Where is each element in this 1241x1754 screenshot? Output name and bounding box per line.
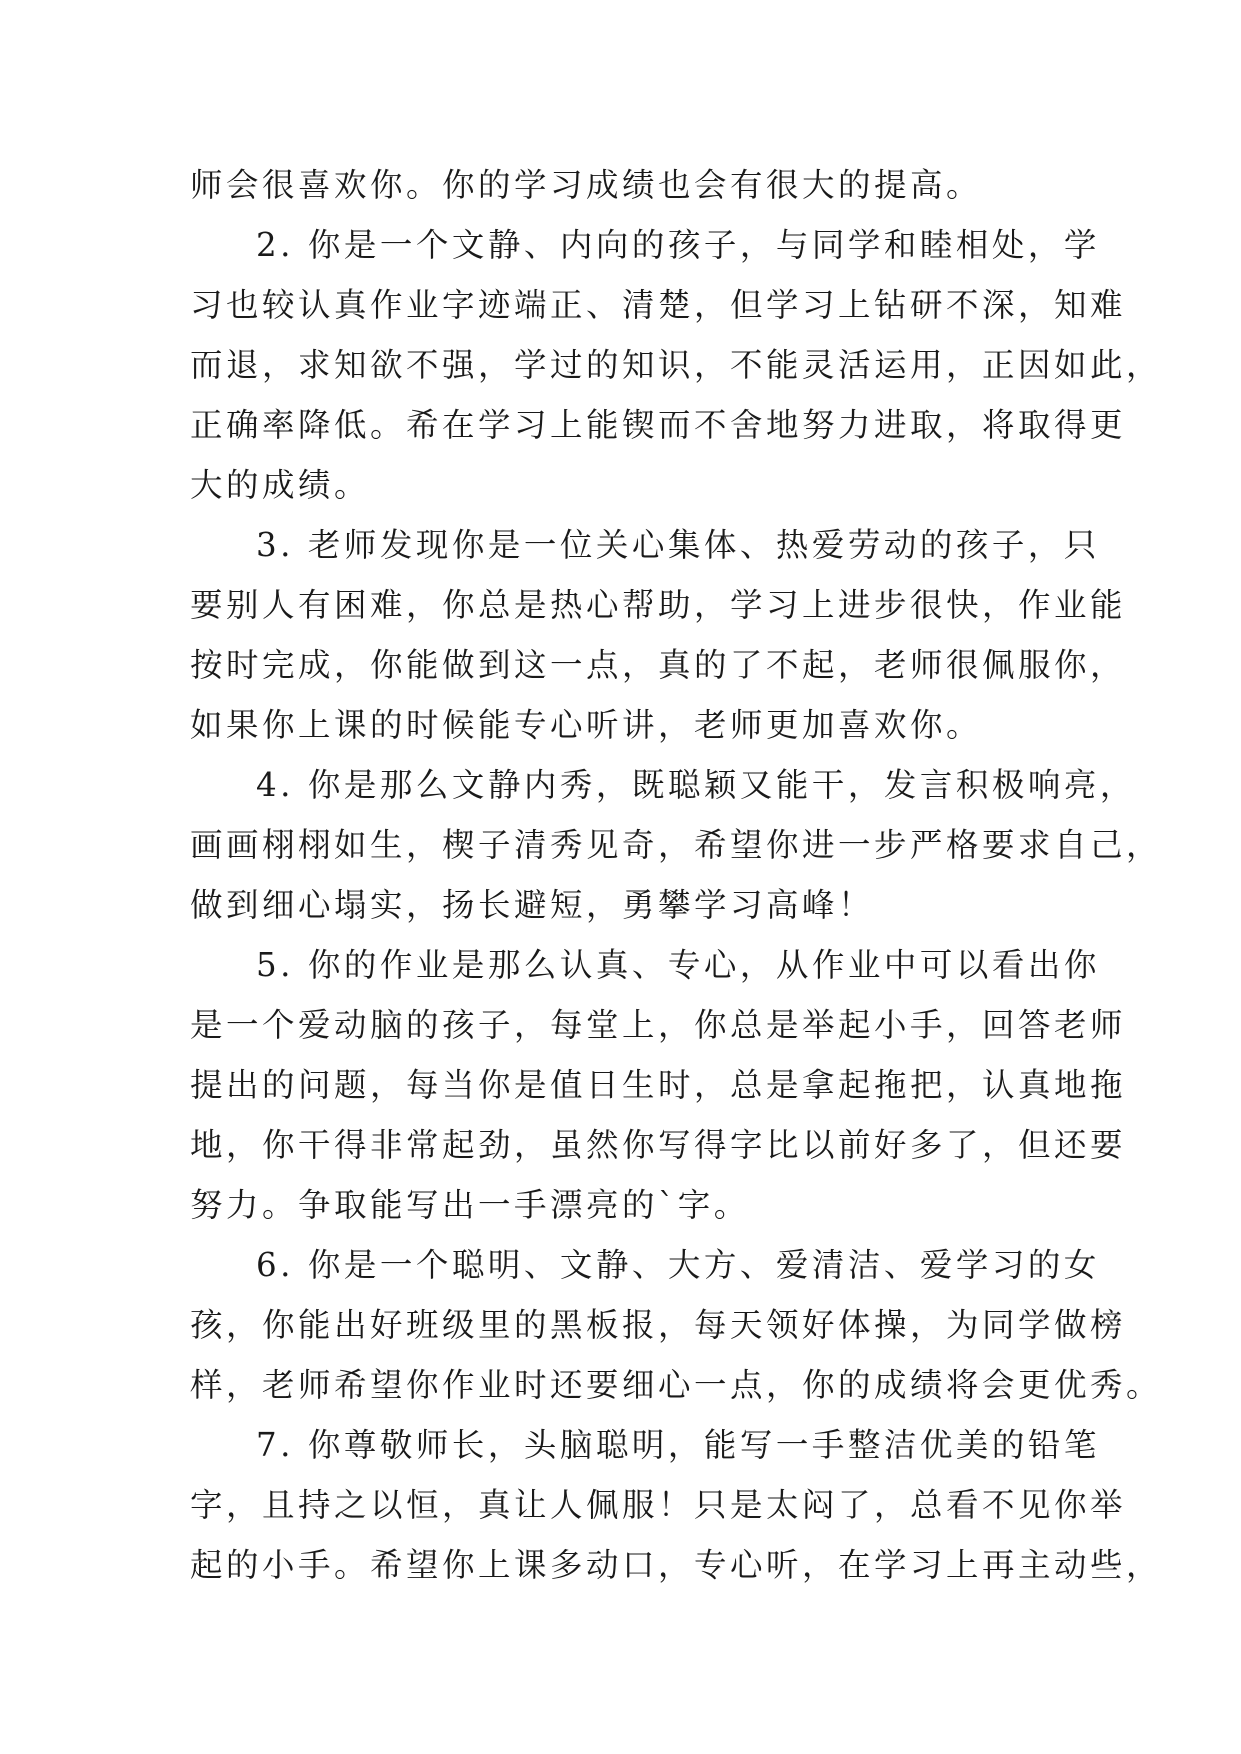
text-line: 做到细心塌实，扬长避短，勇攀学习高峰！ bbox=[190, 886, 875, 924]
paragraph-item-3 bbox=[190, 515, 1127, 755]
text-line: 样，老师希望你作业时还要细心一点，你的成绩将会更优秀。 bbox=[190, 1366, 1163, 1404]
text-line: 7. 你尊敬师长，头脑聪明，能写一手整洁优美的铅笔 bbox=[256, 1426, 1100, 1464]
text-line: 3. 老师发现你是一位关心集体、热爱劳动的孩子，只 bbox=[256, 526, 1100, 564]
paragraph-item-7 bbox=[190, 1415, 1163, 1595]
paragraph-continuation bbox=[190, 155, 1070, 215]
text-line: 大的成绩。 bbox=[190, 466, 371, 504]
text-line: 努力。争取能写出一手漂亮的`字。 bbox=[190, 1186, 750, 1224]
text-line: 5. 你的作业是那么认真、专心，从作业中可以看出你 bbox=[256, 946, 1100, 984]
paragraph-item-6 bbox=[190, 1235, 1163, 1415]
text-line: 画画栩栩如生，楔子清秀见奇，希望你进一步严格要求自己， bbox=[190, 826, 1163, 864]
paragraph-item-4 bbox=[190, 755, 1163, 935]
document-page bbox=[190, 155, 1163, 1595]
text-line: 如果你上课的时候能专心听讲，老师更加喜欢你。 bbox=[190, 706, 983, 744]
text-line: 起的小手。希望你上课多动口，专心听，在学习上再主动些， bbox=[190, 1546, 1163, 1584]
text-line: 习也较认真作业字迹端正、清楚，但学习上钻研不深，知难 bbox=[190, 286, 1127, 324]
paragraph-item-5 bbox=[190, 935, 1127, 1235]
text-line: 孩，你能出好班级里的黑板报，每天领好体操，为同学做榜 bbox=[190, 1306, 1127, 1344]
text-line: 字，且持之以恒，真让人佩服！只是太闷了，总看不见你举 bbox=[190, 1486, 1127, 1524]
text-line: 提出的问题，每当你是值日生时，总是拿起拖把，认真地拖 bbox=[190, 1066, 1127, 1104]
text-line: 师会很喜欢你。你的学习成绩也会有很大的提高。 bbox=[190, 166, 983, 204]
text-line: 2. 你是一个文静、内向的孩子，与同学和睦相处，学 bbox=[256, 226, 1100, 264]
text-line: 正确率降低。希在学习上能锲而不舍地努力进取，将取得更 bbox=[190, 406, 1127, 444]
text-line: 是一个爱动脑的孩子，每堂上，你总是举起小手，回答老师 bbox=[190, 1006, 1127, 1044]
text-line: 要别人有困难，你总是热心帮助，学习上进步很快，作业能 bbox=[190, 586, 1127, 624]
text-line: 4. 你是那么文静内秀，既聪颖又能干，发言积极响亮， bbox=[256, 766, 1136, 804]
text-line: 地，你干得非常起劲，虽然你写得字比以前好多了，但还要 bbox=[190, 1126, 1127, 1164]
text-line: 6. 你是一个聪明、文静、大方、爱清洁、爱学习的女 bbox=[256, 1246, 1100, 1284]
paragraph-item-2 bbox=[190, 215, 1163, 515]
text-line: 按时完成，你能做到这一点，真的了不起，老师很佩服你， bbox=[190, 646, 1127, 684]
text-line: 而退，求知欲不强，学过的知识，不能灵活运用，正因如此， bbox=[190, 346, 1163, 384]
